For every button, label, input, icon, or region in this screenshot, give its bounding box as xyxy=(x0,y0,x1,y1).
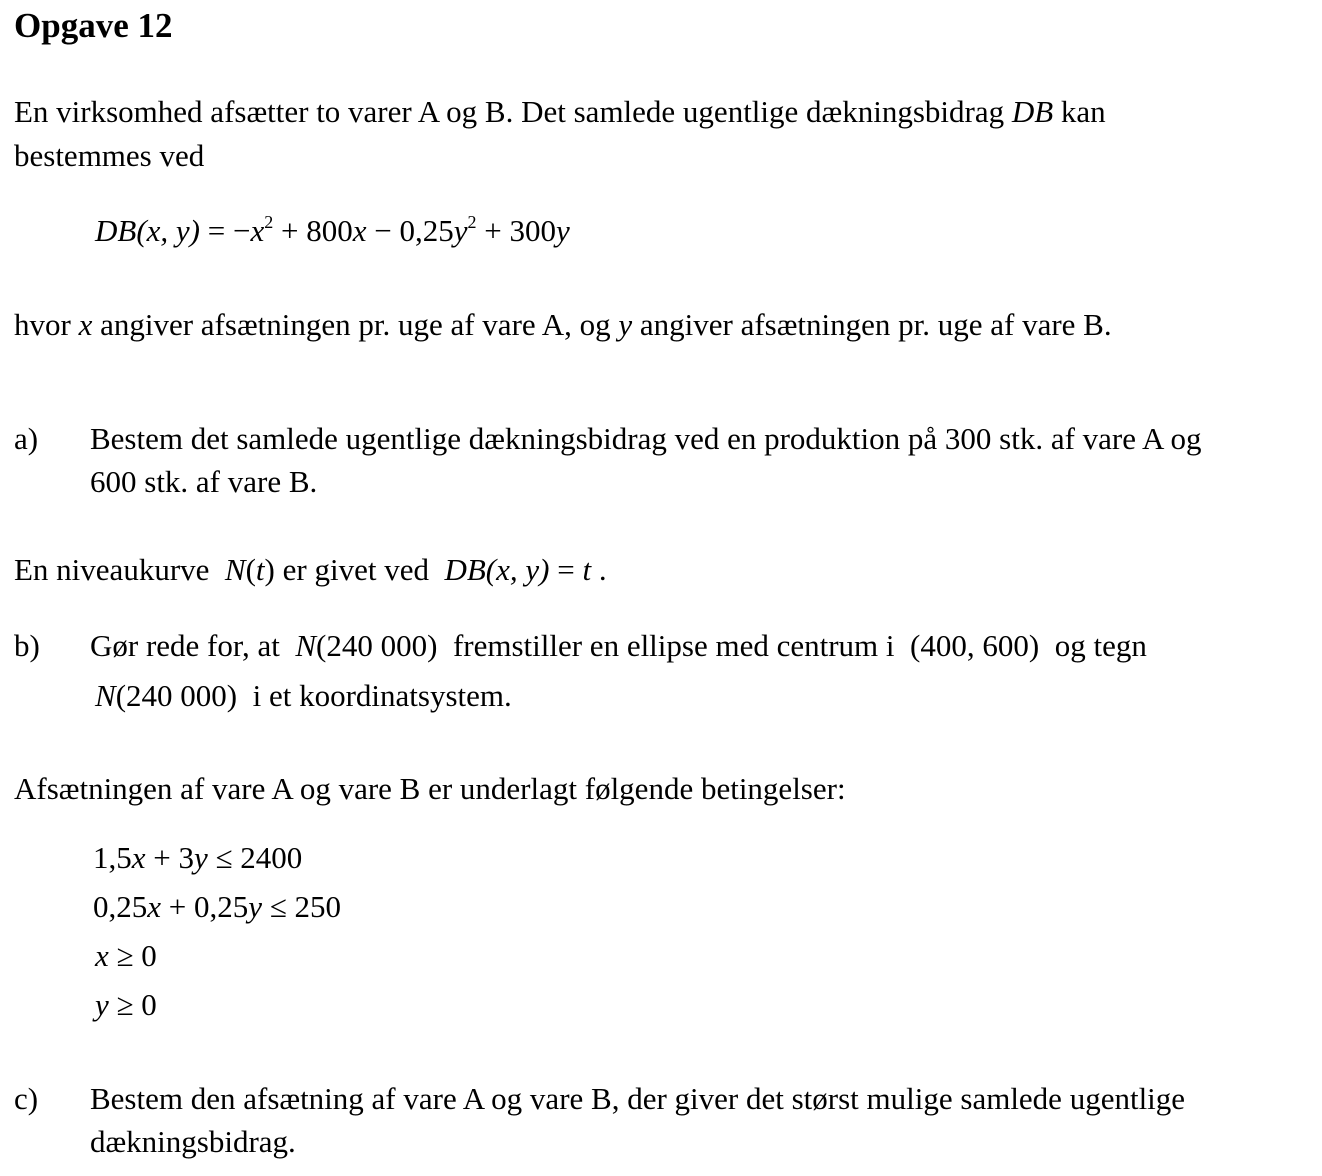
question-b-n: N xyxy=(295,628,317,663)
question-b-line-1 xyxy=(90,630,1147,661)
intro-line-1 xyxy=(14,96,1106,127)
constraint-1 xyxy=(93,842,302,873)
level-curve-close: ) xyxy=(264,552,275,587)
formula-x: x xyxy=(250,213,265,248)
c2-x: x xyxy=(147,889,162,924)
c2-coef: 0,25 xyxy=(93,889,148,924)
level-curve-end: . xyxy=(591,552,607,587)
question-b-mid: fremstiller en ellipse med centrum i xyxy=(452,628,895,663)
level-curve-pre: En niveaukurve xyxy=(14,552,210,587)
question-a-line-2: 600 stk. af vare B. xyxy=(90,464,318,499)
formula-y-2: y xyxy=(555,213,570,248)
c4-y: y xyxy=(95,987,109,1022)
constraint-2 xyxy=(93,891,341,922)
question-b-line-2 xyxy=(95,680,512,711)
exercise-title: Opgave 12 xyxy=(14,6,173,45)
question-a-label: a) xyxy=(14,421,39,456)
db-formula xyxy=(95,212,570,248)
level-curve-t-value: t xyxy=(582,552,592,587)
formula-term-2: + 800 xyxy=(273,213,353,248)
question-c-line-2: dækningsbidrag. xyxy=(90,1124,296,1159)
where-pre: hvor xyxy=(14,307,71,342)
c3-x: x xyxy=(95,938,109,973)
question-b-pre: Gør rede for, at xyxy=(90,628,280,663)
intro-text: En virksomhed afsætter to varer A og B. Det samlede ugentlige dækningsbidrag xyxy=(14,94,1005,129)
c4-rhs: ≥ 0 xyxy=(108,987,157,1022)
level-curve-open: ( xyxy=(245,552,256,587)
question-b-l2-arg: (240 000) xyxy=(115,678,238,713)
formula-exp-1: 2 xyxy=(264,212,274,232)
where-y: y xyxy=(618,307,633,342)
formula-lhs-name: DB xyxy=(95,213,137,248)
question-c-line-1: Bestem den afsætning af vare A og vare B, der giver det størst mulige samlede ugentlige xyxy=(90,1081,1186,1116)
intro-text-end: kan xyxy=(1060,94,1106,129)
where-x: x xyxy=(78,307,93,342)
formula-exp-2: 2 xyxy=(467,212,477,232)
c1-y: y xyxy=(194,840,208,875)
c2-rhs: ≤ 250 xyxy=(262,889,342,924)
c2-y: y xyxy=(248,889,263,924)
level-curve-t: t xyxy=(255,552,265,587)
c2-mid: + 0,25 xyxy=(161,889,249,924)
level-curve-db: DB xyxy=(444,552,486,587)
c1-mid: + 3 xyxy=(145,840,194,875)
question-b-l2-post: i et koordinatsystem. xyxy=(252,678,512,713)
formula-eq: = − xyxy=(200,213,251,248)
level-curve-db-args: (x, y) xyxy=(485,552,550,587)
level-curve-n: N xyxy=(224,552,246,587)
formula-lhs-args: (x, y) xyxy=(136,213,200,248)
variable-description xyxy=(14,309,1112,340)
constraints-intro: Afsætningen af vare A og vare B er underlagt følgende betingelser: xyxy=(14,771,846,806)
level-curve-definition xyxy=(14,554,607,585)
question-c-label: c) xyxy=(14,1081,39,1116)
question-b-l2-n: N xyxy=(95,678,116,713)
where-mid: angiver afsætningen pr. uge af vare A, og xyxy=(100,307,611,342)
formula-term-3: − 0,25 xyxy=(366,213,454,248)
db-variable: DB xyxy=(1011,94,1054,129)
c1-coef: 1,5 xyxy=(93,840,132,875)
question-b-post: og tegn xyxy=(1054,628,1147,663)
c1-rhs: ≤ 2400 xyxy=(207,840,303,875)
formula-term-4: + 300 xyxy=(476,213,556,248)
constraint-3 xyxy=(95,940,157,971)
formula-x-2: x xyxy=(352,213,367,248)
question-b-label: b) xyxy=(14,628,40,663)
question-a-line-1: Bestem det samlede ugentlige dækningsbidrag ved en produktion på 300 stk. af vare A og xyxy=(90,421,1202,456)
question-b-n-arg: (240 000) xyxy=(316,628,438,663)
formula-y: y xyxy=(453,213,468,248)
constraint-4 xyxy=(95,989,157,1020)
ellipse-center: (400, 600) xyxy=(910,628,1040,663)
c3-rhs: ≥ 0 xyxy=(108,938,157,973)
level-curve-mid: er givet ved xyxy=(282,552,429,587)
c1-x: x xyxy=(131,840,146,875)
intro-line-2: bestemmes ved xyxy=(14,138,205,173)
where-post: angiver afsætningen pr. uge af vare B. xyxy=(639,307,1112,342)
level-curve-eq: = xyxy=(549,552,583,587)
